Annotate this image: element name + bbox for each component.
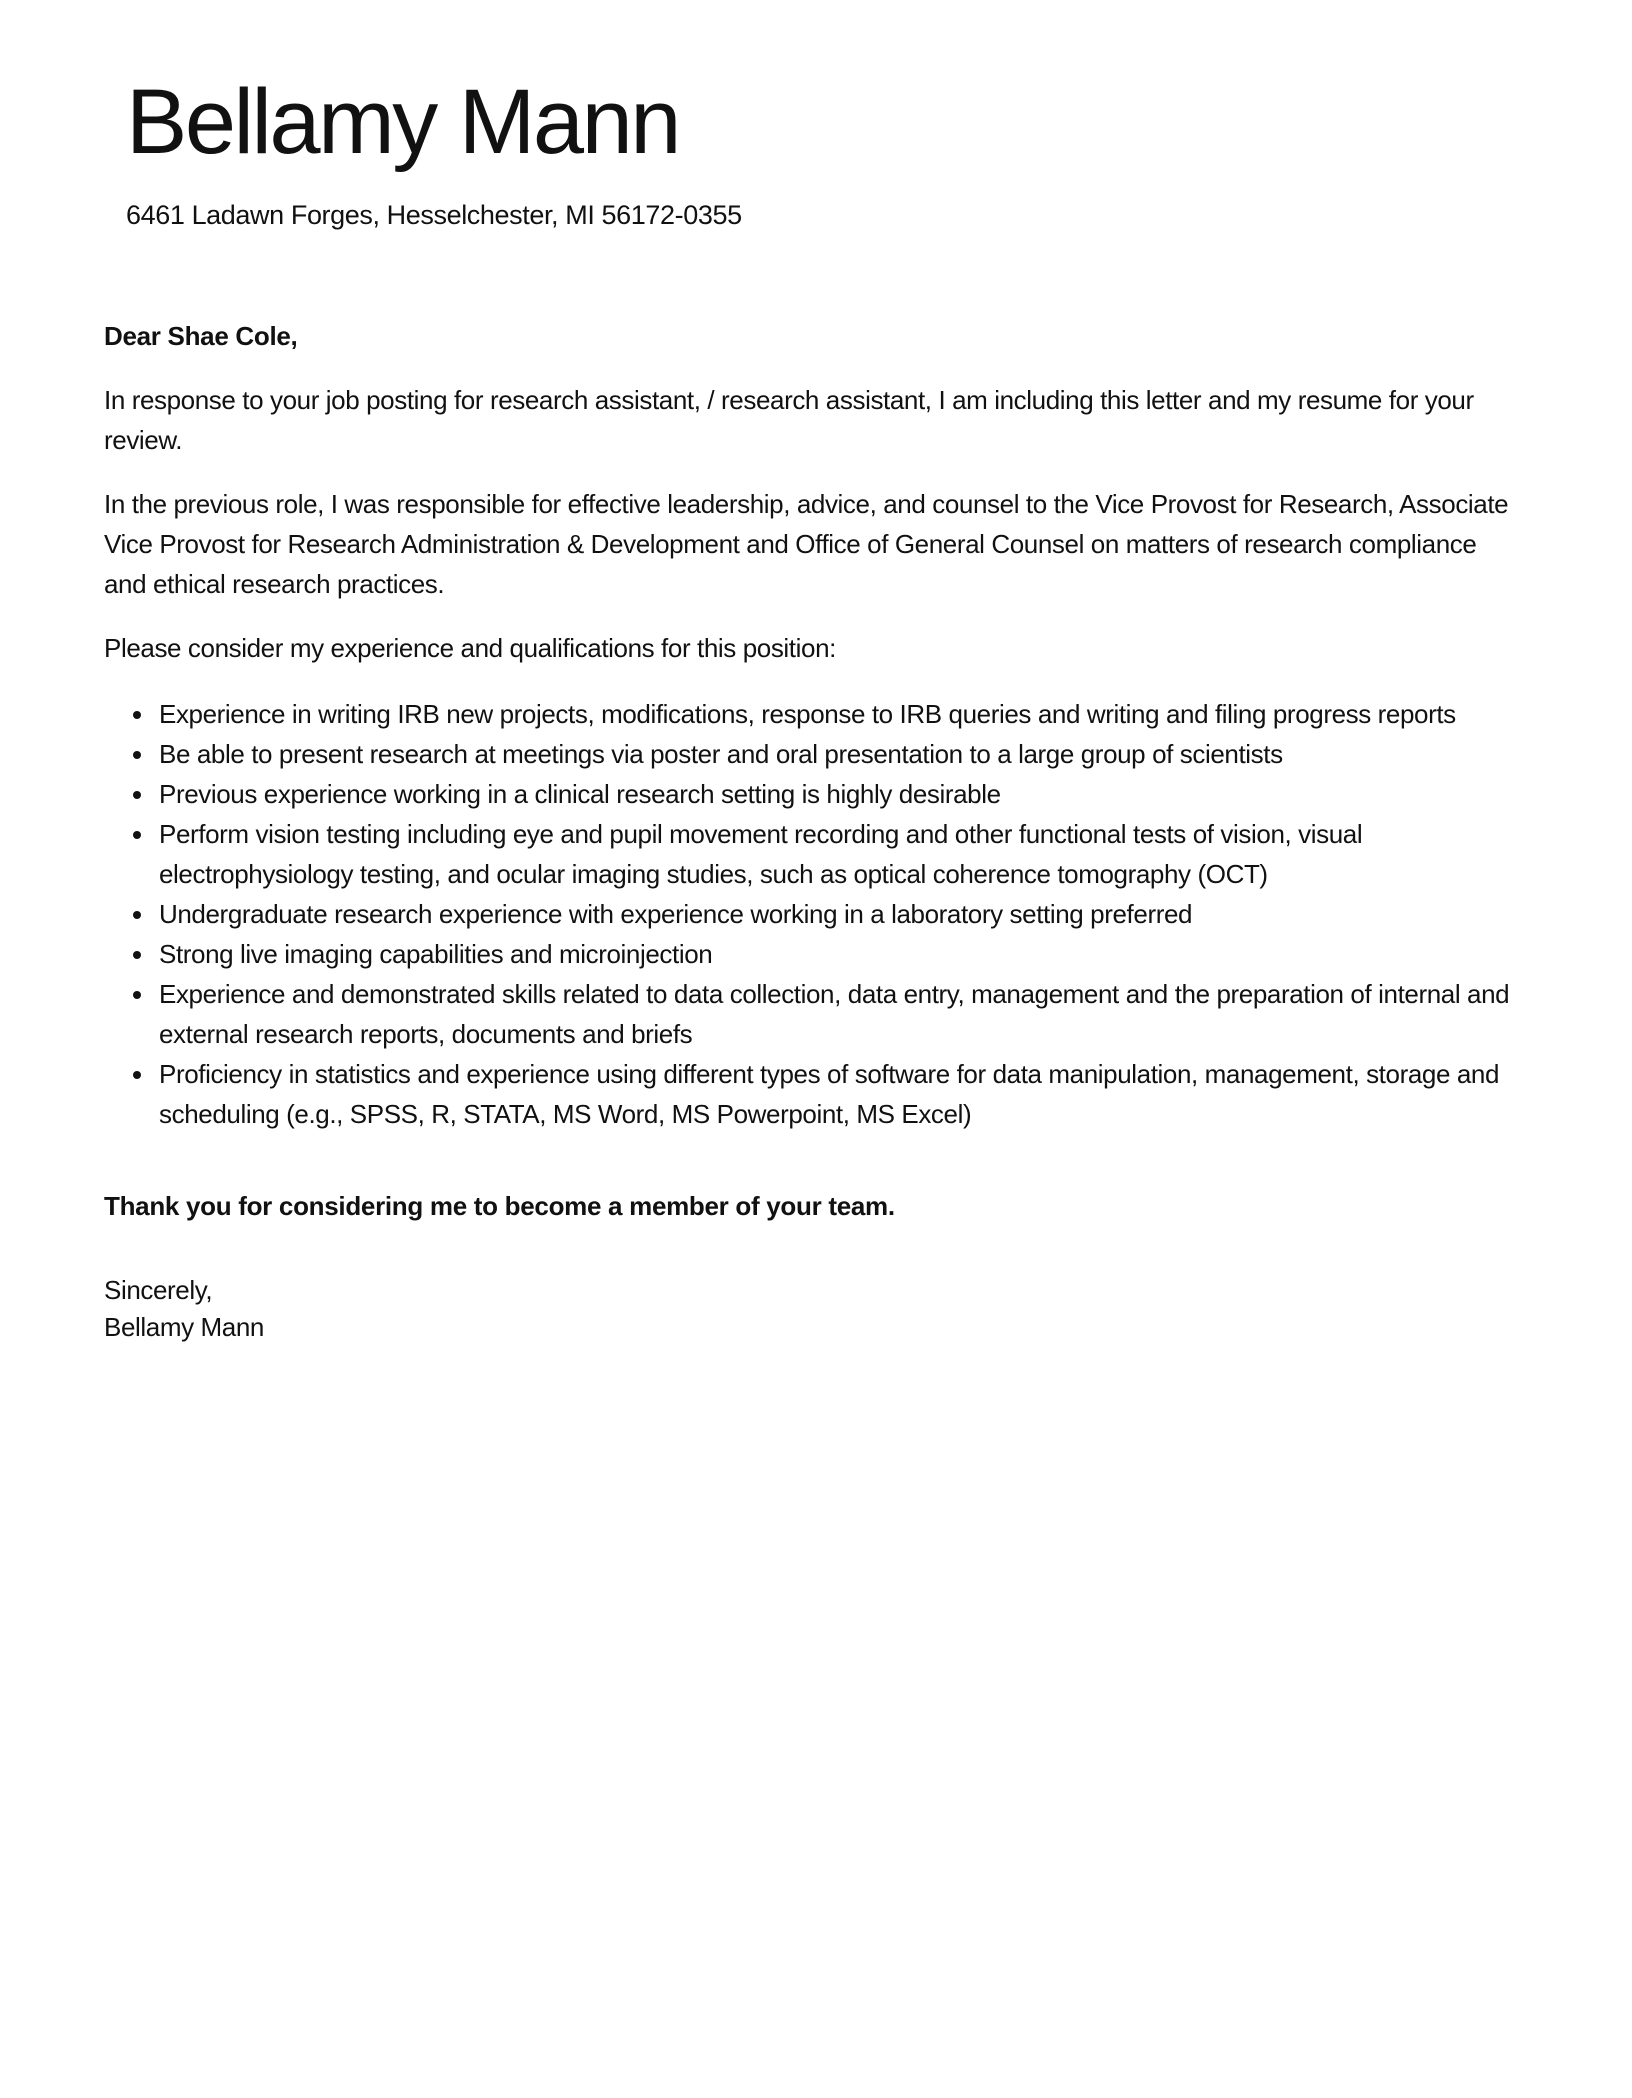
- signoff: Sincerely,: [104, 1275, 213, 1306]
- sender-address: 6461 Ladawn Forges, Hesselchester, MI 56172-0355: [126, 200, 742, 231]
- paragraph-job-posting: In response to your job posting for research assistant, / research assistant, I am including this letter and my resume for your review.: [104, 384, 1474, 455]
- closing-statement: Thank you for considering me to become a member of your team.: [104, 1191, 895, 1222]
- qualification-item: • Undergraduate research experience with experience working in a laboratory setting preferred: [156, 894, 1522, 934]
- qualification-item: • Experience in writing IRB new projects, modifications, response to IRB queries and writing and filing progress reports: [156, 694, 1522, 734]
- salutation: Dear Shae Cole,: [104, 320, 298, 351]
- qualification-item: • Strong live imaging capabilities and microinjection: [156, 934, 1522, 974]
- signature-name: Bellamy Mann: [104, 1312, 264, 1343]
- sender-name: Bellamy Mann: [126, 71, 679, 173]
- qualification-item: • Previous experience working in a clinical research setting is highly desirable: [156, 774, 1522, 814]
- qualification-item: • Be able to present research at meetings via poster and oral presentation to a large group of scientists: [156, 734, 1522, 774]
- qualification-item: • Perform vision testing including eye and pupil movement recording and other functional tests of vision, visual electrophysiology testing, and ocular imaging studies, such as optical coherence tomography (OCT): [156, 814, 1522, 894]
- qualifications-list: [104, 694, 1522, 1134]
- paragraph-previous-role: In the previous role, I was responsible for effective leadership, advice, and counsel to the Vice Provost for Research, Associate Vice Provost for Research Administration & Development and Office of General Counsel on matters of research compliance and ethical research practices.: [104, 488, 1509, 599]
- paragraph-consider-experience: Please consider my experience and qualifications for this position:: [104, 632, 836, 663]
- letter-header: [104, 72, 1522, 236]
- qualification-item: • Experience and demonstrated skills related to data collection, data entry, management and the preparation of internal and external research reports, documents and briefs: [156, 974, 1522, 1054]
- signoff-block: [104, 1272, 1522, 1346]
- qualification-item: • Proficiency in statistics and experience using different types of software for data manipulation, management, storage and scheduling (e.g., SPSS, R, STATA, MS Word, MS Powerpoint, MS Excel): [156, 1054, 1522, 1134]
